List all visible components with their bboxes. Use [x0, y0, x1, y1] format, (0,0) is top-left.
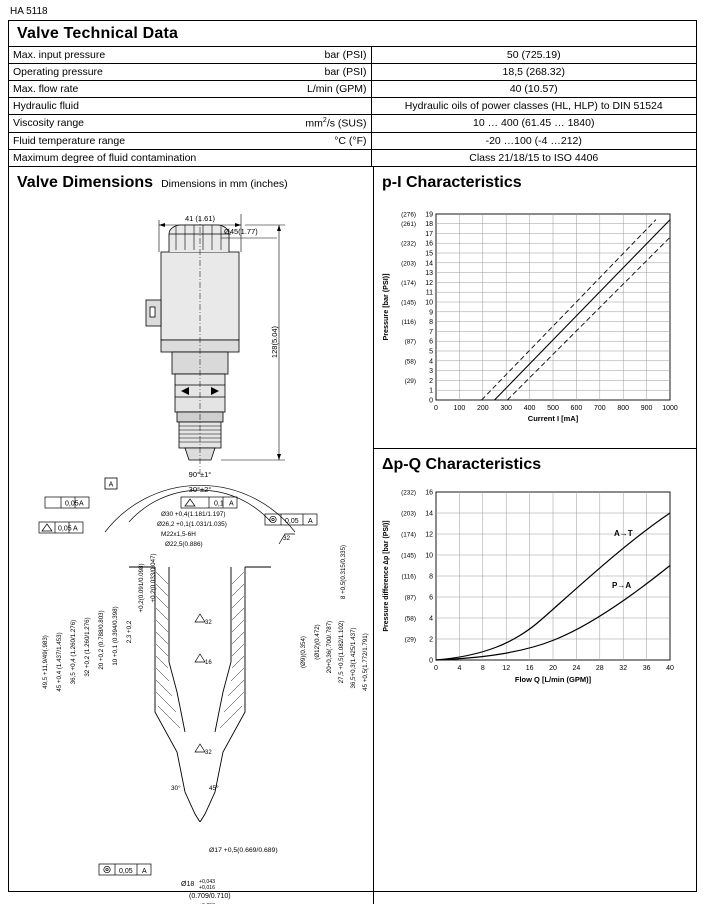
svg-text:+0,043: +0,043 — [199, 879, 216, 885]
svg-text:20 +0,2 (0.788/0.803): 20 +0,2 (0.788/0.803) — [98, 610, 105, 670]
body-split — [9, 192, 696, 904]
svg-text:3: 3 — [429, 368, 433, 376]
svg-text:(116): (116) — [401, 319, 416, 327]
svg-text:(261): (261) — [401, 221, 416, 229]
svg-text:A: A — [79, 500, 84, 508]
svg-text:20+0,36(.700/.787): 20+0,36(.700/.787) — [326, 620, 333, 674]
row-label: Max. input pressure — [9, 47, 287, 64]
svg-text:0,05: 0,05 — [58, 525, 72, 533]
svg-text:0,05: 0,05 — [119, 868, 133, 875]
svg-text:0: 0 — [429, 397, 433, 405]
svg-text:32 +0,2 (1.260/1.276): 32 +0,2 (1.260/1.276) — [84, 617, 91, 677]
svg-text:300: 300 — [500, 405, 513, 412]
tech-data-title: Valve Technical Data — [17, 25, 179, 42]
svg-text:Ø17 +0,5(0.669/0.689): Ø17 +0,5(0.669/0.689) — [209, 847, 278, 854]
svg-text:14: 14 — [425, 260, 433, 268]
svg-text:8: 8 — [429, 319, 433, 327]
table-row — [9, 81, 696, 98]
svg-text:(0.709/0.710): (0.709/0.710) — [189, 893, 231, 900]
dpq-chart-title: Δp-Q Characteristics — [374, 448, 696, 474]
svg-text:8: 8 — [480, 665, 485, 672]
row-value: Class 21/18/15 to ISO 4406 — [371, 149, 696, 166]
svg-text:A→T: A→T — [614, 529, 633, 538]
svg-text:100: 100 — [453, 405, 466, 412]
row-label: Fluid temperature range — [9, 132, 287, 149]
svg-text:8: 8 — [429, 573, 433, 581]
svg-text:Pressure difference ∆p [bar (: Pressure difference ∆p [bar (PSI)] — [383, 520, 390, 632]
svg-text:90°±1°: 90°±1° — [188, 470, 212, 479]
svg-text:24: 24 — [572, 665, 581, 672]
document-frame — [8, 20, 697, 900]
svg-text:A: A — [73, 525, 78, 533]
pi-chart-svg — [374, 192, 696, 448]
svg-text:18: 18 — [425, 221, 433, 229]
charts-panel — [373, 192, 696, 904]
row-unit — [287, 98, 371, 115]
svg-text:32: 32 — [619, 665, 628, 672]
svg-text:400: 400 — [523, 405, 536, 412]
svg-text:16: 16 — [525, 665, 534, 672]
svg-text:(174): (174) — [401, 531, 416, 539]
row-value: 40 (10.57) — [371, 81, 696, 98]
svg-text:800: 800 — [617, 405, 630, 412]
svg-text:7: 7 — [429, 328, 433, 336]
svg-text:17: 17 — [425, 230, 433, 238]
row-value: Hydraulic oils of power classes (HL, HLP) to DIN 51524 — [371, 98, 696, 115]
svg-text:Ø30 +0,4(1.181/1.197): Ø30 +0,4(1.181/1.197) — [161, 511, 226, 518]
svg-text:12: 12 — [425, 279, 433, 287]
svg-text:+0,2(0.033/0.047): +0,2(0.033/0.047) — [150, 553, 157, 603]
svg-text:A: A — [108, 481, 114, 489]
svg-text:1000: 1000 — [662, 405, 678, 412]
valve-drawing-svg — [9, 192, 373, 904]
svg-text:40: 40 — [666, 665, 674, 672]
svg-text:Ø26,2 +0,1(1.031/1.035): Ø26,2 +0,1(1.031/1.035) — [157, 521, 227, 528]
svg-text:10 +0,1 (0.394/0.398): 10 +0,1 (0.394/0.398) — [112, 606, 119, 666]
row-label: Hydraulic fluid — [9, 98, 287, 115]
svg-text:41 (1.61): 41 (1.61) — [184, 214, 216, 223]
table-row — [9, 47, 696, 64]
svg-text:900: 900 — [640, 405, 653, 412]
row-label: Maximum degree of fluid contamination — [9, 149, 287, 166]
table-row — [9, 115, 696, 133]
svg-text:2: 2 — [429, 377, 433, 385]
svg-text:9: 9 — [429, 309, 433, 317]
svg-text:(276): (276) — [401, 211, 416, 219]
svg-text:(29): (29) — [404, 377, 416, 385]
svg-text:(145): (145) — [401, 299, 416, 307]
svg-text:A: A — [308, 518, 313, 525]
valve-drawing-panel — [9, 192, 373, 904]
row-value: -20 …100 (-4 …212) — [371, 132, 696, 149]
svg-text:8 +0,5(0.315/0.335): 8 +0,5(0.315/0.335) — [340, 544, 347, 600]
document-code: HA 5118 — [10, 6, 48, 17]
svg-text:Flow Q [L/min (GPM)]: Flow Q [L/min (GPM)] — [514, 675, 592, 684]
svg-text:+0,2(0.091/0.098): +0,2(0.091/0.098) — [138, 563, 145, 613]
svg-text:6: 6 — [429, 338, 433, 346]
svg-text:10: 10 — [425, 552, 433, 560]
svg-text:32: 32 — [205, 620, 212, 626]
svg-text:2,3 +0,2: 2,3 +0,2 — [126, 620, 133, 644]
svg-text:Ø45(1.77): Ø45(1.77) — [224, 227, 258, 236]
svg-text:16: 16 — [205, 660, 212, 666]
svg-text:200: 200 — [476, 405, 489, 412]
svg-text:0: 0 — [429, 657, 433, 665]
unit-post: /s (SUS) — [326, 117, 367, 130]
svg-text:11: 11 — [425, 289, 433, 297]
section-headings-row — [9, 166, 696, 192]
svg-text:15: 15 — [425, 250, 433, 258]
table-row — [9, 98, 696, 115]
svg-text:(Ø9)(0.354): (Ø9)(0.354) — [300, 636, 307, 668]
svg-text:32: 32 — [205, 750, 212, 756]
svg-text:16: 16 — [425, 240, 433, 248]
svg-text:1: 1 — [429, 387, 433, 395]
svg-text:49,5 +11,9/49(.983): 49,5 +11,9/49(.983) — [42, 635, 49, 689]
svg-text:0,1: 0,1 — [214, 500, 224, 508]
svg-text:4: 4 — [457, 665, 462, 672]
svg-text:+0,016: +0,016 — [199, 885, 216, 891]
svg-text:A: A — [142, 868, 147, 875]
svg-text:6: 6 — [429, 594, 433, 602]
svg-text:20: 20 — [549, 665, 557, 672]
row-value: 18,5 (268.32) — [371, 64, 696, 81]
row-unit: bar (PSI) — [287, 47, 371, 64]
svg-text:700: 700 — [593, 405, 606, 412]
svg-text:(87): (87) — [404, 594, 416, 602]
svg-text:5: 5 — [429, 348, 433, 356]
svg-text:Ø18: Ø18 — [181, 881, 195, 888]
dpq-chart-svg — [374, 474, 696, 704]
svg-text:45 +0,5(1.772/1.791): 45 +0,5(1.772/1.791) — [362, 633, 369, 691]
pi-chart — [374, 192, 696, 448]
row-value: 50 (725.19) — [371, 47, 696, 64]
row-label: Max. flow rate — [9, 81, 287, 98]
svg-text:(Ø12)(0.472): (Ø12)(0.472) — [314, 624, 321, 660]
svg-text:M22x1,5-6H: M22x1,5-6H — [161, 531, 196, 538]
svg-text:19: 19 — [425, 211, 433, 219]
svg-text:(232): (232) — [401, 489, 416, 497]
svg-text:A: A — [229, 500, 234, 508]
dpq-chart — [374, 474, 696, 704]
row-unit: °C (°F) — [287, 132, 371, 149]
svg-text:30°: 30° — [171, 785, 181, 792]
svg-text:P→A: P→A — [612, 581, 632, 590]
svg-text:0: 0 — [434, 405, 438, 412]
row-unit — [287, 149, 371, 166]
svg-text:600: 600 — [570, 405, 583, 412]
svg-text:16: 16 — [425, 489, 433, 497]
svg-text:32: 32 — [283, 535, 291, 542]
svg-text:36: 36 — [642, 665, 651, 672]
svg-text:28: 28 — [595, 665, 604, 672]
unit-pre: mm — [305, 117, 323, 130]
dimensions-heading — [9, 174, 373, 192]
dimensions-title: Valve Dimensions — [17, 174, 154, 191]
table-row — [9, 149, 696, 166]
svg-text:Current I [mA]: Current I [mA] — [527, 414, 579, 423]
svg-text:45°: 45° — [209, 785, 219, 792]
svg-text:2: 2 — [429, 636, 433, 644]
svg-text:0: 0 — [434, 665, 438, 672]
svg-text:13: 13 — [425, 270, 433, 278]
svg-text:27,5 +0,5(1.082/1.102): 27,5 +0,5(1.082/1.102) — [338, 620, 345, 684]
dimensions-subtitle: Dimensions in mm (inches) — [161, 178, 288, 190]
svg-text:4: 4 — [429, 358, 433, 366]
svg-text:500: 500 — [547, 405, 559, 412]
svg-text:Ø22,5(0.886): Ø22,5(0.886) — [165, 541, 203, 548]
svg-text:30°±2°: 30°±2° — [188, 485, 212, 494]
svg-text:0,05: 0,05 — [285, 518, 299, 525]
svg-text:Pressure [bar (PSI)]: Pressure [bar (PSI)] — [381, 273, 390, 341]
svg-text:(145): (145) — [401, 552, 416, 560]
svg-text:(203): (203) — [401, 260, 416, 268]
svg-text:(203): (203) — [401, 510, 416, 518]
svg-text:45 +0,4 (1.437/1.453): 45 +0,4 (1.437/1.453) — [56, 632, 63, 692]
svg-text:(87): (87) — [404, 338, 416, 346]
svg-text:(58): (58) — [404, 615, 416, 623]
document-page — [8, 6, 697, 900]
svg-text:(174): (174) — [401, 279, 416, 287]
svg-text:4: 4 — [429, 615, 433, 623]
svg-text:14: 14 — [425, 510, 433, 518]
svg-text:36,5+0,3(1.425/1.437): 36,5+0,3(1.425/1.437) — [350, 627, 357, 689]
technical-data-table — [9, 46, 696, 166]
row-label: Operating pressure — [9, 64, 287, 81]
table-row — [9, 64, 696, 81]
pi-chart-title: p-I Characteristics — [373, 166, 696, 192]
row-unit: bar (PSI) — [287, 64, 371, 81]
row-value: 10 … 400 (61.45 … 1840) — [371, 115, 696, 133]
svg-text:10: 10 — [425, 299, 433, 307]
svg-text:(116): (116) — [401, 573, 416, 581]
unit-exponent: 2 — [322, 117, 327, 124]
svg-text:12: 12 — [425, 531, 433, 539]
svg-text:(29): (29) — [404, 636, 416, 644]
svg-text:128(5.04): 128(5.04) — [270, 325, 279, 359]
svg-text:(58): (58) — [404, 358, 416, 366]
table-row — [9, 132, 696, 149]
svg-text:0,05: 0,05 — [65, 500, 79, 508]
svg-text:12: 12 — [502, 665, 511, 672]
row-unit — [287, 115, 371, 133]
svg-text:(232): (232) — [401, 240, 416, 248]
row-unit: L/min (GPM) — [287, 81, 371, 98]
row-label: Viscosity range — [9, 115, 287, 133]
svg-text:36,5 +0,4 (1.260/1.276): 36,5 +0,4 (1.260/1.276) — [70, 619, 77, 685]
